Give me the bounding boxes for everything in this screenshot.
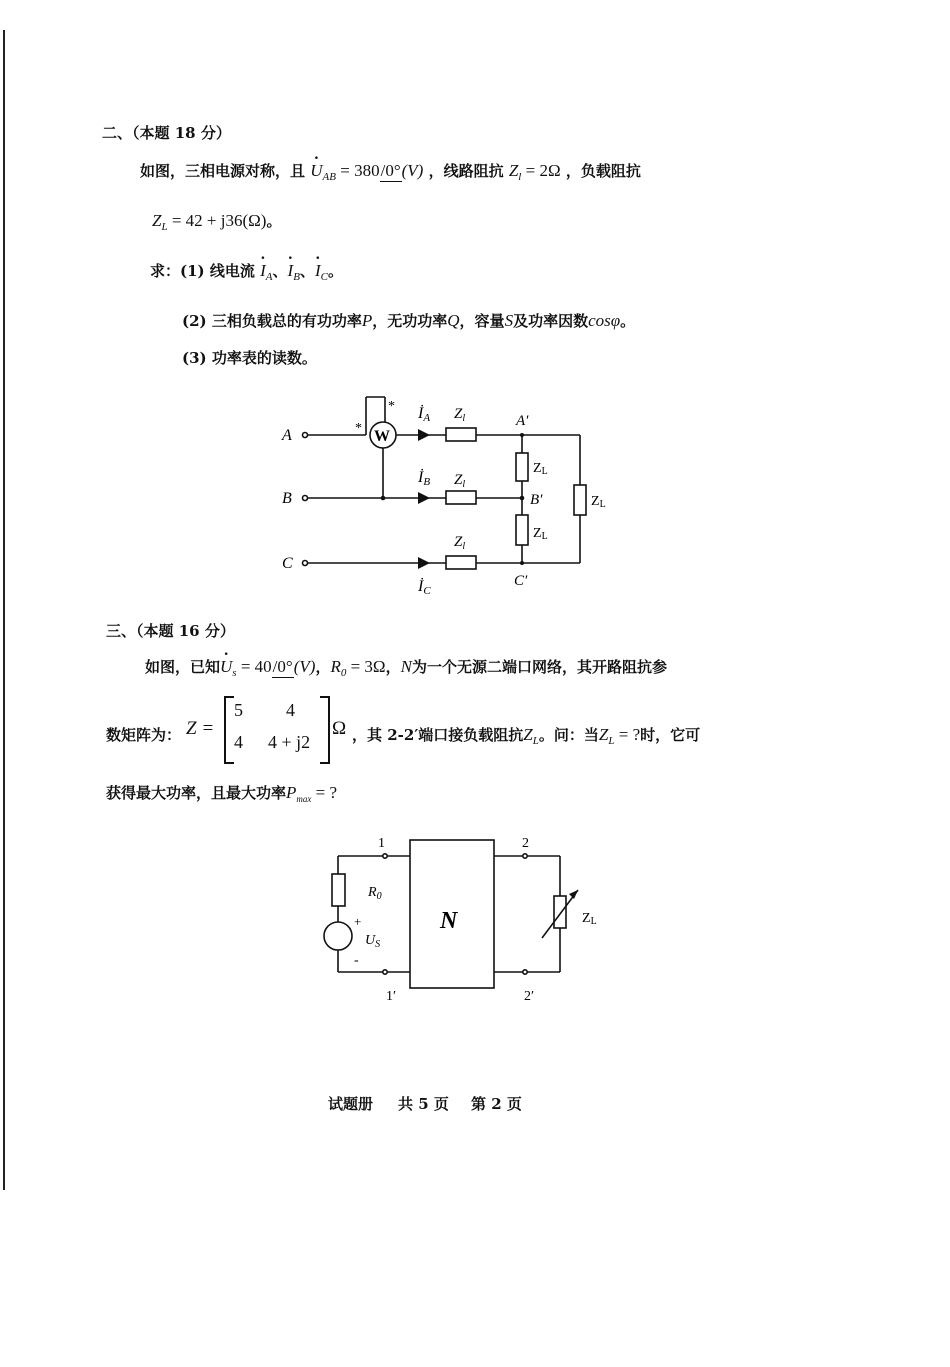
network-N-label: N [440, 908, 458, 934]
footer-page-number: 第 2 页 [471, 1095, 522, 1113]
matrix-z21: 4 [234, 732, 243, 752]
problem2-statement-line1: 如图，三相电源对称，且 · $U_{AB} = 380/$ 0°(V) ，线路阻抗 $Z_l = 2\Omega$ ，负载阻抗 [140, 160, 641, 183]
polarity-mark-voltage: * [388, 399, 395, 414]
label-C: C [282, 555, 293, 572]
problem2-question1: 求：(1) 线电流 · $I_A$、· $I_B$、· $I_C$。 [150, 260, 343, 283]
three-phase-circuit-diagram [270, 385, 630, 605]
problem3-matrix-prefix: 数矩阵为： [106, 726, 182, 744]
label-A: A [282, 427, 292, 444]
matrix-z12: 4 [286, 700, 295, 720]
impedance-matrix [224, 696, 330, 760]
problem2-question3: (3) 功率表的读数。 [182, 349, 317, 367]
load-impedance-BC [516, 515, 528, 545]
label-R0: $R_0$ [368, 885, 382, 902]
load-impedance-AB [516, 453, 528, 481]
line-impedance-A [446, 428, 476, 441]
variable-arrow-icon [569, 890, 578, 899]
label-Us: $U_S$ [365, 933, 381, 950]
current-arrow-C [418, 557, 430, 569]
current-label-IA: İA [418, 405, 431, 424]
port-terminal-2 [523, 854, 527, 858]
line-impedance-C [446, 556, 476, 569]
problem3-statement-line1: 如图，已知· $U_s = 40/$ 0°(V)，$R_0 = 3\Omega$，N为一个无源二端口网络，其开路阻抗参 [145, 656, 667, 679]
node-C-prime: C′ [514, 573, 528, 589]
terminal-C [303, 561, 308, 566]
current-label-IC: İC [418, 578, 431, 597]
matrix-z11: 5 [234, 700, 243, 720]
problem3-statement-line2: ，其 2-2′端口接负载阻抗$Z_L$。问：当$Z_L$ = ?时，它可 [352, 725, 701, 747]
voltage-Us: · U [220, 657, 232, 677]
line-impedance-B [446, 491, 476, 504]
label-Zl-B: $Z_l$ [454, 472, 466, 490]
matrix-z22: 4 + j2 [268, 732, 311, 752]
label-ZL: ZL [582, 911, 597, 927]
label-ZL-AB: ZL [533, 461, 548, 477]
two-port-circuit-diagram [310, 830, 630, 1010]
current-arrow-B [418, 492, 430, 504]
load-impedance-CA [574, 485, 586, 515]
label-ZL-BC: ZL [533, 526, 548, 542]
terminal-B [303, 496, 308, 501]
resistor-R0 [332, 874, 345, 906]
label-Zl-A: $Z_l$ [454, 406, 466, 424]
voltage-UAB: · U [310, 161, 322, 181]
scan-edge-line [3, 30, 5, 1190]
node-2-label: 2 [522, 836, 529, 851]
port-terminal-2-prime [523, 970, 527, 974]
wattmeter-label: W [374, 428, 390, 445]
voltage-source-Us [324, 922, 352, 950]
port-terminal-1-prime [383, 970, 387, 974]
label-ZL-CA: ZL [591, 494, 606, 510]
node-2p-label: 2′ [524, 989, 535, 1004]
matrix-unit-ohm: Ω [332, 718, 347, 739]
current-label-IB: İB [418, 469, 431, 488]
node-1p-label: 1′ [386, 989, 397, 1004]
current-arrow-A [418, 429, 430, 441]
node-1-label: 1 [378, 836, 385, 851]
problem2-heading: 二、（本题 18 分） [102, 124, 231, 142]
matrix-Z-label: Z = [186, 718, 215, 739]
source-plus: + [354, 914, 362, 929]
terminal-A [303, 433, 308, 438]
node-B-prime: B′ [530, 492, 543, 508]
label-Zl-C: $Z_l$ [454, 534, 466, 552]
problem2-question2: (2) 三相负载总的有功功率P，无功功率Q，容量S及功率因数cosφ。 [182, 311, 636, 330]
problem3-statement-line3: 获得最大功率，且最大功率$P_{max}$ = ? [106, 783, 338, 804]
source-minus: - [354, 953, 359, 968]
variable-load-ZL [554, 896, 566, 928]
polarity-mark-current: * [355, 421, 362, 436]
node-A-prime: A′ [516, 413, 529, 429]
footer-book-title: 试题册 [328, 1095, 374, 1113]
footer-total-pages: 共 5 页 [398, 1095, 449, 1113]
port-terminal-1 [383, 854, 387, 858]
problem3-heading: 三、（本题 16 分） [106, 622, 235, 640]
label-B: B [282, 490, 292, 507]
problem2-load-impedance: $Z_L = 42 + j36(\Omega)$。 [152, 211, 282, 233]
